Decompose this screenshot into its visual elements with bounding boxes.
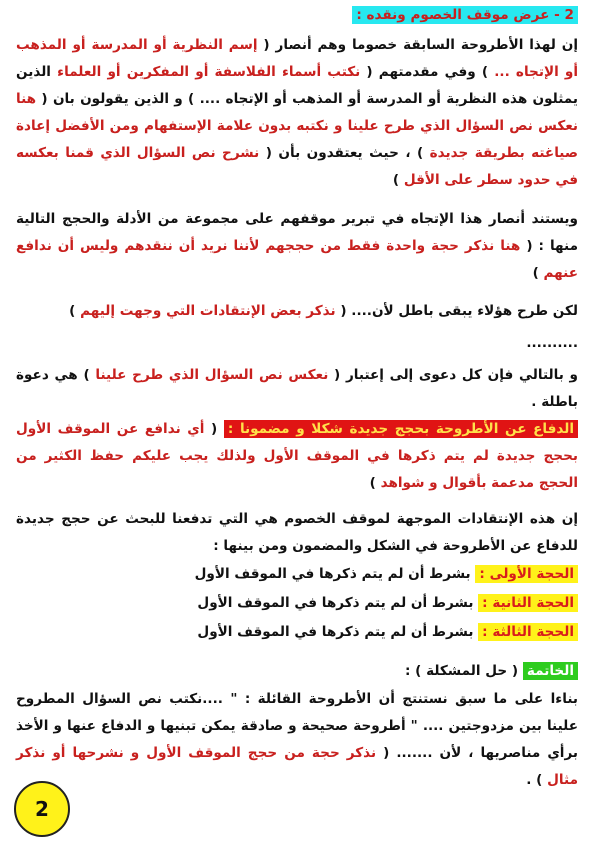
p4-red-1: نعكس نص السؤال الذي طرح علينا (95, 367, 329, 383)
p3-text-2: ) (69, 303, 76, 319)
argument-2 (197, 595, 578, 611)
argument-3-label: الحجة الثالثة : (478, 623, 578, 641)
p3-red-1: نذكر بعض الإنتقادات التي وجهت إليهم (80, 303, 336, 319)
paragraph-arguments (16, 206, 578, 287)
p2-text-2: ) (532, 265, 539, 281)
paragraph-defense (16, 416, 578, 497)
p2-red-1: هنا نذكر حجة واحدة فقط من حججهم لأننا نريد أن ننقدهم وليس أن ندافع عنهم (16, 238, 578, 281)
p5-red-1: أي ندافع عن الموقف الأول بحجج جديدة لم يتم ذكرها في الموقف الأول ولذلك يجب عليكم حفظ الكثير من الحجج مدعمة بأقوال و شواهد (16, 421, 578, 491)
p5-text-2: ) (369, 475, 376, 491)
p1-text-5: ) (392, 172, 400, 188)
page-number-badge (14, 781, 70, 837)
conclusion-red-1: نذكر حجة من حجج الموقف الأول و نشرحها أو نذكر مثال (16, 745, 578, 788)
page-number: 2 (35, 797, 49, 821)
conclusion-label: الخاتمة (523, 662, 578, 680)
p5-text-1: ( (211, 421, 218, 437)
p3-text-1: لكن طرح هؤلاء يبقى باطل لأن.... ( (340, 303, 578, 319)
paragraph-conclusion (16, 686, 578, 794)
argument-2-label: الحجة الثانية : (478, 594, 578, 612)
heading-text: 2 - عرض موقف الخصوم ونقده : (352, 6, 578, 24)
argument-3 (197, 624, 578, 640)
argument-2-text: بشرط أن لم يتم ذكرها في الموقف الأول (197, 595, 474, 611)
p1-text-4: ) ، حيث يعتقدون بأن ( (265, 145, 424, 161)
p3-dots: .......... (526, 335, 578, 351)
paragraph-opponents (16, 32, 578, 194)
argument-1-text: بشرط أن لم يتم ذكرها في الموقف الأول (194, 566, 471, 582)
p1-text-2: ) وفي مقدمتهم ( (366, 64, 489, 80)
p4-text-2: ) هي دعوة باطلة . (16, 367, 578, 410)
argument-1-label: الحجة الأولى : (475, 565, 578, 583)
paragraph-new-arguments (16, 506, 578, 560)
p1-red-4: نشرح نص السؤال الذي قمنا بعكسه في حدود سطر على الأقل (16, 145, 578, 188)
critique-dots (16, 330, 578, 357)
paragraph-conclusion-false (16, 362, 578, 416)
p1-red-1: إسم النظرية أو المدرسة أو المذهب أو الإتجاه ... (16, 37, 579, 80)
p1-red-3: هنا نعكس نص السؤال الذي طرح علينا و نكتبه بدون علامة الإستفهام ومن الأفضل إعادة صياغته بطريقة جديدة (16, 91, 578, 161)
p4-text-1: و بالتالي فإن كل دعوى إلى إعتبار ( (334, 367, 578, 383)
paragraph-critique (16, 298, 578, 325)
p1-text-1: إن لهذا الأطروحة السابقة خصوما وهم أنصار ( (263, 37, 579, 53)
conclusion-sub: ( حل المشكلة ) : (404, 663, 519, 679)
p2-text-1: ويستند أنصار هذا الإتجاه في تبرير موقفهم على مجموعة من الأدلة والحجج التالية منها : ( (16, 211, 578, 254)
section-heading (16, 2, 578, 29)
conclusion-text-1: بناءا على ما سبق نستنتج أن الأطروحة القائلة : " ....نكتب نص السؤال المطروح علينا بين مزدوجتين .... " أطروحة صحيحة و صادقة يمكن تبنيها و الدفاع عنها و الأخذ برأي مناصريها ، لأن ....... ( (16, 691, 579, 761)
p1-text-3: الذين يمثلون هذه النظرية أو المدرسة أو المذهب أو الإتجاه .... ) و الذين يقولون بان ( (16, 64, 579, 107)
conclusion-heading (16, 658, 578, 685)
p6-text: إن هذه الإنتقادات الموجهة لموقف الخصوم هي التي تدفعنا للبحث عن حجج جديدة للدفاع عن الأطروحة في الشكل والمضمون ومن بينها : (16, 511, 578, 554)
argument-3-text: بشرط أن لم يتم ذكرها في الموقف الأول (197, 624, 474, 640)
conclusion-text-2: ) . (526, 772, 543, 788)
p1-red-2: نكتب أسماء الفلاسفة أو المفكرين أو العلماء (57, 64, 361, 80)
defense-label: الدفاع عن الأطروحة بحجج جديدة شكلا و مضمونا : (224, 420, 578, 438)
argument-1 (195, 566, 578, 582)
